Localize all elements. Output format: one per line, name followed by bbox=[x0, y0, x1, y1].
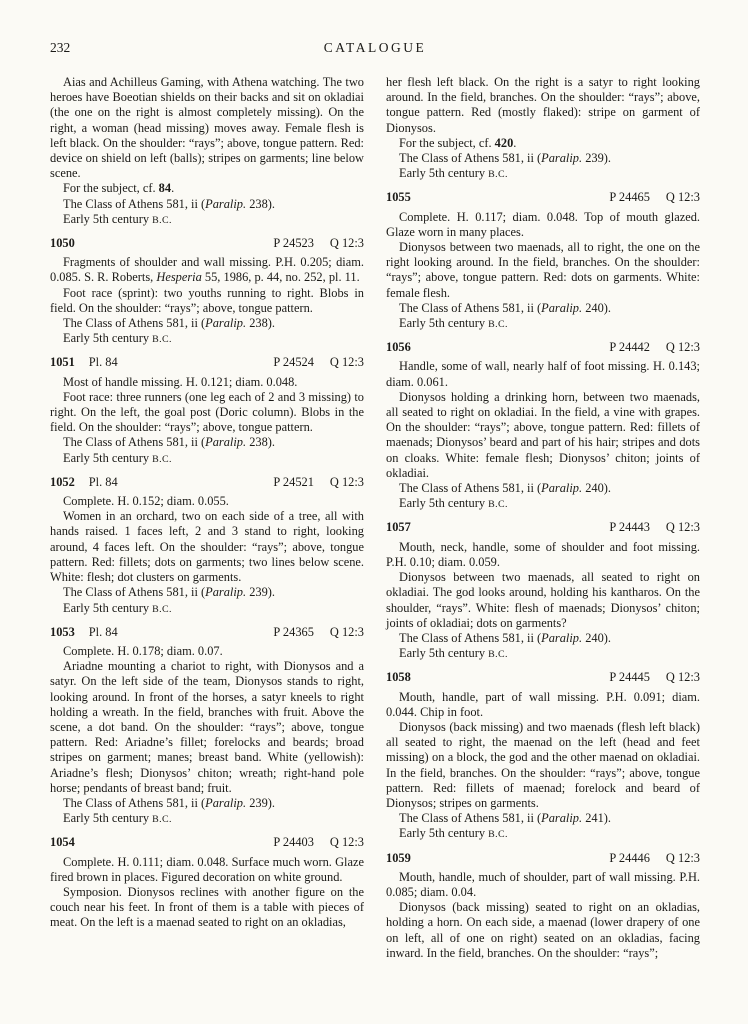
entry-inventory-number: P 24403 bbox=[273, 835, 314, 850]
journal-title: Hesperia bbox=[156, 270, 202, 285]
description-paragraph: Dionysos (back missing) and two maenads (flesh left black) all seated to right, the maenad on the left (head and feet missing) on a block, the god and the other maenad on okladiai. In the field, branches. On the shoulder: “rays”; above, tongue pattern. Red: fillets of maenad; forelock and beard of Dionysos; stripes on garments. bbox=[386, 719, 700, 810]
class-line bbox=[50, 197, 364, 212]
class-end: 239). bbox=[246, 585, 276, 600]
entry-number: 1058 bbox=[386, 670, 411, 685]
text-columns bbox=[50, 75, 700, 961]
date-line bbox=[50, 601, 364, 617]
class-reference: Paralip. bbox=[205, 585, 247, 600]
description-paragraph: Women in an orchard, two on each side of a tree, all with hands raised. 1 faces left, 2 and 3 stand to right, looking around, 4 faces left. On the shoulder: “rays”; above, tongue pattern. Red: fillets; dots on garments; two lines below scene. White: flesh; dot clusters on garments. bbox=[50, 509, 364, 585]
entry-head bbox=[386, 340, 700, 355]
date-text: Early 5th century bbox=[399, 646, 489, 661]
page-number: 232 bbox=[50, 40, 71, 55]
entry-1055 bbox=[386, 190, 700, 332]
entry-number: 1057 bbox=[386, 520, 411, 535]
date-line bbox=[50, 451, 364, 467]
entry-head bbox=[386, 520, 700, 535]
date-line bbox=[50, 811, 364, 827]
entry-grid-reference: Q 12:3 bbox=[329, 835, 364, 850]
entry-1050 bbox=[50, 236, 364, 347]
cf-text: For the subject, cf. bbox=[399, 135, 495, 150]
class-text: The Class of Athens 581, ii ( bbox=[399, 811, 542, 826]
entry-1058 bbox=[386, 670, 700, 842]
class-line bbox=[50, 585, 364, 600]
class-text: The Class of Athens 581, ii ( bbox=[399, 630, 542, 645]
entry-plate-ref: Pl. 84 bbox=[88, 474, 118, 489]
entry-grid-reference: Q 12:3 bbox=[329, 624, 364, 639]
entry-refs bbox=[273, 236, 364, 251]
description-paragraph: Foot race (sprint): two youths running to right. Blobs in field. On the shoulder: “rays”; above, tongue pattern. bbox=[50, 285, 364, 315]
entry-number: 1053 bbox=[50, 624, 75, 639]
description-paragraph: Aias and Achilleus Gaming, with Athena watching. The two heroes have Boeotian shields on their backs and sit on okladiai (the one on the right is almost completely missing). On the right, a woman (head missing) moves away. Female flesh is left black. On the shoulder: “rays”; above, tongue pattern. Red: device on shield on left (balls); stripes on garments; line below scene. bbox=[50, 75, 364, 181]
class-end: 241). bbox=[582, 811, 612, 826]
entry-head bbox=[50, 835, 364, 850]
class-reference: Paralip. bbox=[205, 435, 247, 450]
cf-number: 420 bbox=[494, 135, 514, 150]
entry-inventory-number: P 24445 bbox=[609, 670, 650, 685]
date-text: Early 5th century bbox=[399, 826, 489, 841]
class-line bbox=[386, 301, 700, 316]
bc-abbrev: B.C. bbox=[152, 814, 172, 826]
condition-paragraph: Complete. H. 0.178; diam. 0.07. bbox=[63, 643, 223, 658]
entry-head bbox=[386, 670, 700, 685]
entry-refs bbox=[273, 625, 364, 640]
entry-head bbox=[386, 851, 700, 866]
entry-number: 1051 bbox=[50, 355, 75, 370]
date-text: Early 5th century bbox=[399, 496, 489, 511]
entry-1054-continuation bbox=[386, 75, 700, 182]
class-text: The Class of Athens 581, ii ( bbox=[63, 585, 206, 600]
class-reference: Paralip. bbox=[541, 151, 583, 166]
condition-end: 55, 1986, p. 44, no. 252, pl. 11. bbox=[201, 270, 360, 285]
date-line bbox=[386, 166, 700, 182]
class-line bbox=[386, 151, 700, 166]
class-end: 238). bbox=[246, 435, 276, 450]
entry-head bbox=[50, 475, 364, 490]
description-paragraph: Dionysos (back missing) seated to right on an okladias, holding a horn. On each side, a maenad (lower drapery of one on left, all of one on right) seated on an okladias, facing inward. In the field, branches. On the shoulder: “rays”; bbox=[386, 900, 700, 960]
entry-refs bbox=[609, 851, 700, 866]
condition-paragraph: Complete. H. 0.111; diam. 0.048. Surface much worn. Glaze fired brown in places. Figured decoration on white ground. bbox=[50, 854, 364, 884]
entry-grid-reference: Q 12:3 bbox=[665, 520, 700, 535]
entry-refs bbox=[609, 190, 700, 205]
entry-1054 bbox=[50, 835, 364, 930]
class-text: The Class of Athens 581, ii ( bbox=[63, 196, 206, 211]
class-line bbox=[50, 796, 364, 811]
condition-paragraph: Mouth, handle, part of wall missing. P.H. 0.091; diam. 0.044. Chip in foot. bbox=[386, 689, 700, 719]
date-line bbox=[386, 646, 700, 662]
condition-paragraph: Mouth, handle, much of shoulder, part of wall missing. P.H. 0.085; diam. 0.04. bbox=[386, 869, 700, 899]
class-end: 240). bbox=[582, 630, 612, 645]
class-line bbox=[386, 631, 700, 646]
entry-inventory-number: P 24465 bbox=[609, 190, 650, 205]
date-text: Early 5th century bbox=[63, 331, 153, 346]
class-end: 240). bbox=[582, 300, 612, 315]
right-column bbox=[386, 75, 700, 961]
class-end: 240). bbox=[582, 481, 612, 496]
class-line bbox=[50, 316, 364, 331]
condition-paragraph: Complete. H. 0.117; diam. 0.048. Top of mouth glazed. Glaze worn in many places. bbox=[386, 209, 700, 239]
entry-inventory-number: P 24365 bbox=[273, 624, 314, 639]
date-text: Early 5th century bbox=[399, 166, 489, 181]
class-reference: Paralip. bbox=[205, 196, 247, 211]
date-line bbox=[386, 826, 700, 842]
left-column bbox=[50, 75, 364, 961]
entry-1053 bbox=[50, 625, 364, 828]
description-paragraph: Symposion. Dionysos reclines with another figure on the couch near his feet. In front of them is a table with pieces of meat. On the left is a maenad seated to right on an okladias, bbox=[50, 884, 364, 930]
description-paragraph: Ariadne mounting a chariot to right, with Dionysos and a satyr. On the left side of the team, Dionysos stands to right, looking around. In front of the horses, a satyr kneels to right holding a wreath. In the field, branches with fruit. Above the scene, a dot band. On the shoulder: “rays”; above, tongue pattern. Red: Ariadne’s fillet; forelocks and beards; broad stripes on garment; manes; breast band. White (yellowish): Ariadne’s flesh; Dionysos’ chiton; wreath; right-hand pole horse; pendants of breast band; fruit. bbox=[50, 659, 364, 795]
page-header bbox=[50, 40, 700, 57]
cf-end: . bbox=[513, 135, 517, 150]
entry-1059 bbox=[386, 851, 700, 961]
entry-number: 1052 bbox=[50, 474, 75, 489]
condition-paragraph: Most of handle missing. H. 0.121; diam. 0.048. bbox=[63, 374, 298, 389]
class-line bbox=[386, 811, 700, 826]
entry-refs bbox=[273, 355, 364, 370]
bc-abbrev: B.C. bbox=[152, 334, 172, 346]
entry-number: 1056 bbox=[386, 340, 411, 355]
condition-paragraph: Handle, some of wall, nearly half of foot missing. H. 0.143; diam. 0.061. bbox=[386, 359, 700, 389]
description-paragraph: Dionysos holding a drinking horn, between two maenads, all seated to right on okladiai. In the field, a vine with grapes. On the shoulder: “rays”; above, tongue pattern. Red: fillets of maenads; Dionysos’ beard and part of his hair; stripes and dots on cloaks. White: female flesh; Dionysos’ chiton; joints of okladiai. bbox=[386, 389, 700, 480]
entry-plate-ref: Pl. 84 bbox=[88, 624, 118, 639]
class-reference: Paralip. bbox=[205, 795, 247, 810]
date-line bbox=[50, 212, 364, 228]
class-reference: Paralip. bbox=[541, 300, 583, 315]
class-line bbox=[386, 481, 700, 496]
class-text: The Class of Athens 581, ii ( bbox=[399, 300, 542, 315]
bc-abbrev: B.C. bbox=[488, 319, 508, 331]
entry-refs bbox=[609, 670, 700, 685]
entry-refs bbox=[273, 835, 364, 850]
entry-refs bbox=[609, 340, 700, 355]
entry-number: 1050 bbox=[50, 236, 75, 251]
entry-refs bbox=[273, 475, 364, 490]
date-text: Early 5th century bbox=[63, 811, 153, 826]
entry-inventory-number: P 24443 bbox=[609, 520, 650, 535]
entry-head bbox=[50, 355, 364, 370]
cf-line bbox=[50, 181, 364, 196]
cf-line bbox=[386, 136, 700, 151]
class-end: 239). bbox=[582, 151, 612, 166]
entry-head bbox=[50, 236, 364, 251]
entry-1056 bbox=[386, 340, 700, 512]
entry-grid-reference: Q 12:3 bbox=[329, 474, 364, 489]
bc-abbrev: B.C. bbox=[488, 499, 508, 511]
entry-grid-reference: Q 12:3 bbox=[665, 850, 700, 865]
page-title: CATALOGUE bbox=[323, 40, 427, 55]
class-end: 238). bbox=[246, 316, 276, 331]
entry-grid-reference: Q 12:3 bbox=[665, 190, 700, 205]
entry-1052 bbox=[50, 475, 364, 617]
bc-abbrev: B.C. bbox=[152, 453, 172, 465]
class-text: The Class of Athens 581, ii ( bbox=[63, 316, 206, 331]
bc-abbrev: B.C. bbox=[488, 649, 508, 661]
entry-grid-reference: Q 12:3 bbox=[329, 355, 364, 370]
description-paragraph: Dionysos between two maenads, all to right, the one on the right looking around. In the field, branches. On the shoulder: “rays”; above, tongue pattern. Red: dots on garments. White: female flesh. bbox=[386, 240, 700, 300]
class-text: The Class of Athens 581, ii ( bbox=[399, 481, 542, 496]
entry-number: 1059 bbox=[386, 850, 411, 865]
entry-continuation bbox=[50, 75, 364, 228]
entry-head bbox=[50, 625, 364, 640]
class-text: The Class of Athens 581, ii ( bbox=[399, 151, 542, 166]
class-end: 239). bbox=[246, 795, 276, 810]
date-line bbox=[386, 496, 700, 512]
description-paragraph: Dionysos between two maenads, all seated to right on okladiai. The god looks around, holding his kantharos. On the shoulder, “rays”. White: flesh of maenads; Dionysos’ chiton; joints of okladiai; dots on garments? bbox=[386, 570, 700, 630]
bc-abbrev: B.C. bbox=[488, 169, 508, 181]
entry-head bbox=[386, 190, 700, 205]
entry-plate-ref: Pl. 84 bbox=[88, 355, 118, 370]
entry-grid-reference: Q 12:3 bbox=[665, 340, 700, 355]
date-text: Early 5th century bbox=[63, 211, 153, 226]
condition-paragraph: Mouth, neck, handle, some of shoulder and foot missing. P.H. 0.10; diam. 0.059. bbox=[386, 539, 700, 569]
class-text: The Class of Athens 581, ii ( bbox=[63, 795, 206, 810]
date-text: Early 5th century bbox=[63, 600, 153, 615]
description-paragraph: Foot race: three runners (one leg each of 2 and 3 missing) to right. On the left, the goal post (Doric column). Blobs in the field. On the shoulder: “rays”; above, tongue pattern. bbox=[50, 389, 364, 435]
condition-text: Fragments of shoulder and wall missing. P.H. 0.205; diam. 0.085. S. R. Roberts, bbox=[50, 255, 364, 285]
class-end: 238). bbox=[246, 196, 276, 211]
cf-end: . bbox=[171, 181, 175, 196]
class-reference: Paralip. bbox=[541, 630, 583, 645]
class-reference: Paralip. bbox=[205, 316, 247, 331]
entry-number: 1055 bbox=[386, 190, 411, 205]
date-line bbox=[50, 331, 364, 347]
entry-grid-reference: Q 12:3 bbox=[329, 236, 364, 251]
entry-inventory-number: P 24446 bbox=[609, 850, 650, 865]
condition-paragraph: Complete. H. 0.152; diam. 0.055. bbox=[63, 494, 229, 509]
date-text: Early 5th century bbox=[399, 316, 489, 331]
entry-1057 bbox=[386, 520, 700, 662]
class-text: The Class of Athens 581, ii ( bbox=[63, 435, 206, 450]
entry-inventory-number: P 24521 bbox=[273, 474, 314, 489]
cf-number: 84 bbox=[158, 181, 172, 196]
class-reference: Paralip. bbox=[541, 811, 583, 826]
description-paragraph: her flesh left black. On the right is a satyr to right looking around. In the field, branches. On the shoulder: “rays”; above, tongue pattern. Red (mostly flaked): stripe on garment of Dionysos. bbox=[386, 75, 700, 135]
entry-number: 1054 bbox=[50, 835, 75, 850]
bc-abbrev: B.C. bbox=[152, 603, 172, 615]
entry-1051 bbox=[50, 355, 364, 466]
cf-text: For the subject, cf. bbox=[63, 181, 159, 196]
entry-inventory-number: P 24523 bbox=[273, 236, 314, 251]
bc-abbrev: B.C. bbox=[152, 214, 172, 226]
class-reference: Paralip. bbox=[541, 481, 583, 496]
entry-grid-reference: Q 12:3 bbox=[665, 670, 700, 685]
date-line bbox=[386, 316, 700, 332]
date-text: Early 5th century bbox=[63, 450, 153, 465]
condition-paragraph bbox=[50, 255, 364, 285]
entry-refs bbox=[609, 520, 700, 535]
entry-inventory-number: P 24524 bbox=[273, 355, 314, 370]
bc-abbrev: B.C. bbox=[488, 829, 508, 841]
class-line bbox=[50, 435, 364, 450]
entry-inventory-number: P 24442 bbox=[609, 340, 650, 355]
